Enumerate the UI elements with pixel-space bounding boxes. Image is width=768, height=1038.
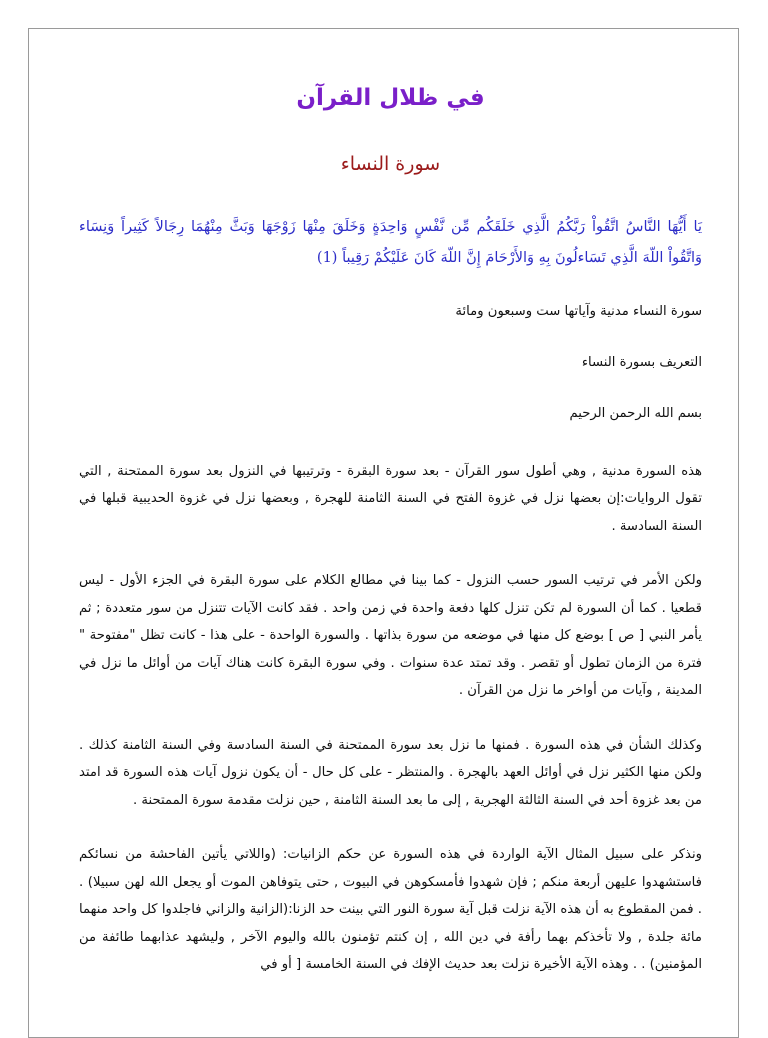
book-title: في ظلال القرآن bbox=[296, 85, 485, 111]
intro-heading: التعريف بسورة النساء bbox=[581, 354, 702, 370]
surah-info: سورة النساء مدنية وآياتها ست وسبعون ومائة bbox=[455, 304, 702, 319]
paragraph: ولكن الأمر في ترتيب السور حسب النزول - كما بينا في مطالع الكلام على سورة البقرة في الجزء الأول - ليس قطعيا . كما أن السورة لم تكن تنزل كلها دفعة واحدة في زمن واحد . فقد كانت الآيات تتنزل من سور متعددة ; ثم يأمر النبي [ ص ] بوضع كل منها في موضعه من سورة بذاتها . والسورة الواحدة - على هذا - كانت تظل "مفتوحة " فترة من الزمان تطول أو تقصر . وقد تمتد عدة سنوات . وفي سورة البقرة كانت هناك آيات من أوائل ما نزل في المدينة , وآيات من أواخر ما نزل من القرآن . bbox=[79, 573, 702, 698]
document-content bbox=[79, 80, 702, 979]
opening-verse: يَا أَيُّهَا النَّاسُ اتَّقُواْ رَبَّكُمُ الَّذِي خَلَقَكُم مِّن نَّفْسٍ وَاحِدَةٍ وَخَلَقَ مِنْهَا زَوْجَهَا وَبَثَّ مِنْهُمَا رِجَالاً كَثِيراً وَنِسَاء وَاتَّقُواْ اللّهَ الَّذِي تَسَاءلُونَ بِهِ وَالأَرْحَامَ إِنَّ اللّهَ كَانَ عَلَيْكُمْ رَقِيباً (1) bbox=[79, 219, 702, 266]
surah-title: سورة النساء bbox=[340, 153, 441, 175]
paragraph: هذه السورة مدنية , وهي أطول سور القرآن - بعد سورة البقرة - وترتيبها في النزول بعد سورة الممتحنة , التي تقول الروايات:إن بعضها نزل في غزوة الفتح في السنة الثامنة للهجرة , وبعضها نزل في غزوة الحديبية قبلها في السنة السادسة . bbox=[79, 463, 702, 534]
paragraph: ونذكر على سبيل المثال الآية الواردة في هذه السورة عن حكم الزانيات: (واللاتي يأتين الفاحشة من نسائكم فاستشهدوا عليهن أربعة منكم ; فإن شهدوا فأمسكوهن في البيوت , حتى يتوفاهن الموت أو يجعل الله لهن سبيلا) . . فمن المقطوع به أن هذه الآية نزلت قبل آية سورة النور التي بينت حد الزنا:(الزانية والزاني فاجلدوا كل واحد منهما مائة جلدة , ولا تأخذكم بهما رأفة في دين الله , إن كنتم تؤمنون بالله واليوم الآخر , وليشهد عذابهما طائفة من المؤمنين) . . وهذه الآية الأخيرة نزلت بعد حديث الإفك في السنة الخامسة [ أو في bbox=[79, 847, 702, 972]
paragraph: وكذلك الشأن في هذه السورة . فمنها ما نزل بعد سورة الممتحنة في السنة السادسة وفي السنة الثامنة كذلك . ولكن منها الكثير نزل في أوائل العهد بالهجرة . والمنتظر - على كل حال - أن يكون نزول آيات هذه السورة قد امتد من بعد غزوة أحد في السنة الثالثة الهجرية , إلى ما بعد السنة الثامنة , حين نزلت مقدمة سورة الممتحنة . bbox=[79, 737, 702, 808]
basmala: بسم الله الرحمن الرحيم bbox=[569, 406, 702, 421]
